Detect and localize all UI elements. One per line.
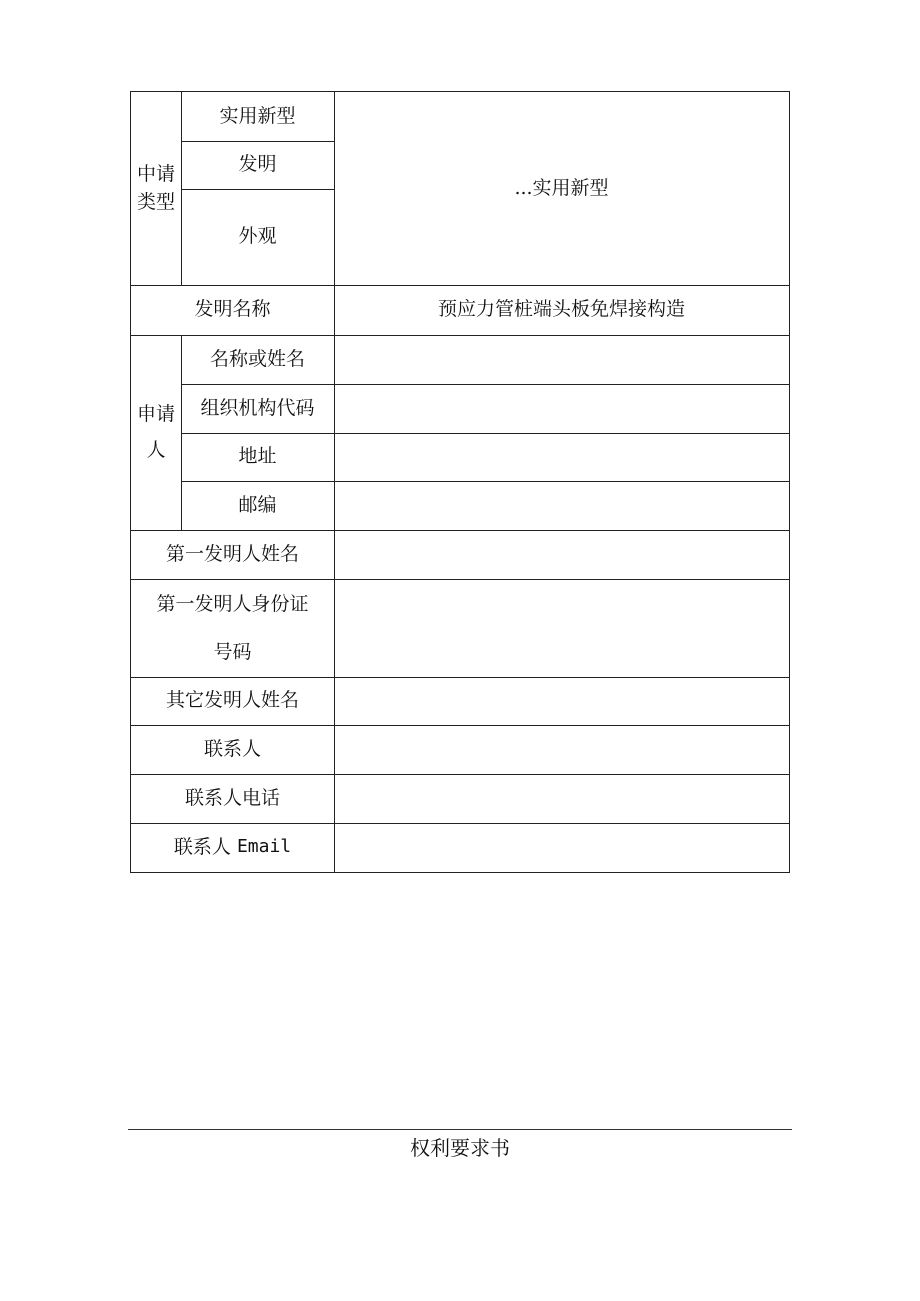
application-type-label xyxy=(131,92,181,285)
contact-phone-label: 联系人电话 xyxy=(184,786,280,809)
claims-title: 权利要求书 xyxy=(410,1136,510,1160)
application-type-label-line1: 中请 xyxy=(136,162,175,185)
invention-name-label: 发明名称 xyxy=(194,298,271,321)
postcode-field[interactable] xyxy=(334,481,789,530)
first-inventor-id-label-line2: 号码 xyxy=(213,641,252,663)
invention-name-value: 预应力管桩端头板免焊接构造 xyxy=(437,298,685,321)
org-code-field[interactable] xyxy=(334,384,789,433)
contact-person-field[interactable] xyxy=(334,725,789,774)
applicant-label-line2: 人 xyxy=(146,438,166,461)
contact-email-label xyxy=(131,823,334,872)
other-inventors-field[interactable] xyxy=(334,677,789,725)
contact-person-label: 联系人 xyxy=(203,737,261,760)
first-inventor-id-label-line1: 第一发明人身份证 xyxy=(156,592,309,615)
contact-email-label-en: Email xyxy=(236,836,292,858)
applicant-label xyxy=(131,335,181,530)
application-type-label-line2: 类型 xyxy=(136,190,175,213)
first-inventor-name-field[interactable] xyxy=(334,530,789,579)
address-label: 地址 xyxy=(238,445,277,468)
patent-application-form xyxy=(130,91,790,873)
type-option-invention: 发明 xyxy=(238,153,277,176)
other-inventors-label: 其它发明人姓名 xyxy=(165,689,299,712)
applicant-label-line1: 申请 xyxy=(136,403,175,426)
postcode-label: 邮编 xyxy=(238,493,277,516)
address-field[interactable] xyxy=(334,433,789,481)
applicant-name-field[interactable] xyxy=(334,335,789,384)
application-type-value: ...实用新型 xyxy=(514,176,609,199)
contact-phone-field[interactable] xyxy=(334,774,789,823)
type-option-utility-model: 实用新型 xyxy=(219,104,296,127)
first-inventor-id-field[interactable] xyxy=(334,579,789,677)
first-inventor-id-label xyxy=(131,579,334,677)
type-option-design: 外观 xyxy=(238,225,277,248)
org-code-label: 组织机构代码 xyxy=(200,396,315,419)
contact-email-label-cn: 联系人 xyxy=(173,835,231,858)
applicant-name-label: 名称或姓名 xyxy=(209,347,305,370)
first-inventor-name-label: 第一发明人姓名 xyxy=(165,542,299,565)
footer-divider xyxy=(128,1129,792,1130)
contact-email-field[interactable] xyxy=(334,823,789,872)
